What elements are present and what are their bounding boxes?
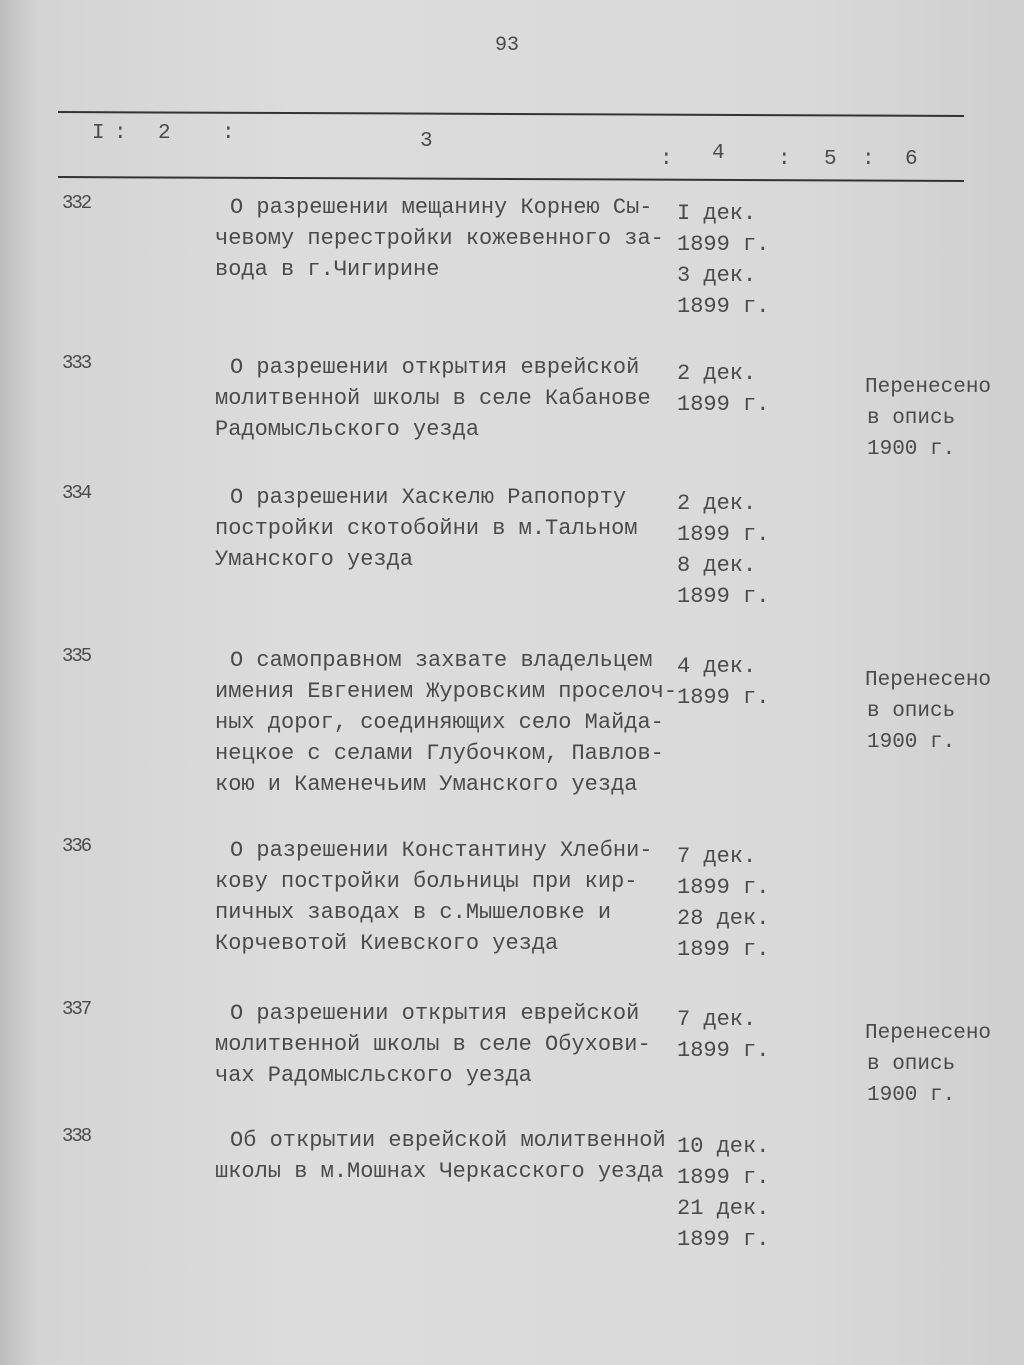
date-line: 1899 г.: [677, 875, 770, 900]
date-line: 2 дек.: [677, 491, 757, 516]
title-line: чевому перестройки кожевенного за-: [215, 226, 664, 251]
title-line: Корчевотой Киевского уезда: [215, 931, 559, 956]
note-line: в опись: [867, 1053, 956, 1076]
date-line: 8 дек.: [677, 553, 757, 578]
title-line: Радомысльского уезда: [215, 417, 480, 442]
entry-dates: [677, 198, 769, 322]
entry-dates: [677, 841, 769, 965]
title-line: чах Радомысльского уезда: [215, 1063, 532, 1088]
date-line: I дек.: [677, 201, 757, 226]
date-line: 2 дек.: [677, 361, 757, 386]
note-line: 1900 г.: [867, 438, 956, 461]
date-line: 1899 г.: [677, 392, 770, 417]
entry-title: [215, 1125, 666, 1187]
date-line: 1899 г.: [677, 294, 770, 319]
date-line: 7 дек.: [677, 844, 757, 869]
date-line: 1899 г.: [677, 1227, 770, 1252]
header-bottom-rule: [58, 176, 964, 182]
title-line: пичных заводах в с.Мышеловке и: [215, 900, 612, 925]
entry-number: 335: [62, 645, 91, 667]
date-line: 21 дек.: [677, 1196, 770, 1221]
title-line: О разрешении мещанину Корнею Сы-: [230, 195, 653, 220]
date-line: 3 дек.: [677, 263, 757, 288]
entry-number: 332: [62, 192, 91, 214]
title-line: вода в г.Чигирине: [215, 257, 440, 282]
entry-number: 334: [62, 482, 91, 504]
note-line: 1900 г.: [867, 1084, 956, 1107]
title-line: Уманского уезда: [215, 547, 414, 572]
title-line: О разрешении открытия еврейской: [230, 355, 640, 380]
date-line: 7 дек.: [677, 1007, 757, 1032]
note-line: в опись: [867, 700, 956, 723]
header-col-2: 2: [158, 122, 171, 145]
date-line: 1899 г.: [677, 522, 770, 547]
entry-note: [865, 1018, 991, 1111]
title-line: постройки скотобойни в м.Тальном: [215, 516, 638, 541]
date-line: 1899 г.: [677, 937, 770, 962]
entry-dates: [677, 488, 769, 612]
title-line: кову постройки больницы при кир-: [215, 869, 638, 894]
entry-number: 333: [62, 352, 91, 374]
entry-dates: [677, 1131, 769, 1255]
date-line: 1899 г.: [677, 584, 770, 609]
entry-title: [215, 352, 651, 445]
entry-title: [215, 998, 651, 1091]
entry-note: [865, 372, 991, 465]
entry-title: [215, 192, 664, 285]
title-line: О самоправном захвате владельцем: [230, 648, 653, 673]
entry-title: [215, 645, 677, 800]
title-line: О разрешении Хаскелю Рапопорту: [230, 485, 627, 510]
title-line: Об открытии еврейской молитвенной: [230, 1128, 666, 1153]
note-line: Перенесено: [865, 376, 992, 399]
entry-title: [215, 482, 637, 575]
note-line: 1900 г.: [867, 731, 956, 754]
entry-note: [865, 665, 991, 758]
header-col-1: I: [92, 122, 105, 145]
title-line: нецкое с селами Глубочком, Павлов-: [215, 741, 664, 766]
entry-number: 337: [62, 998, 91, 1020]
header-col-4: 4: [712, 142, 725, 165]
header-col-5: 5: [824, 148, 837, 171]
entry-dates: [677, 651, 769, 713]
entry-title: [215, 835, 652, 959]
note-line: Перенесено: [865, 1022, 992, 1045]
title-line: школы в м.Мошнах Черкасского уезда: [215, 1159, 664, 1184]
date-line: 28 дек.: [677, 906, 770, 931]
entry-dates: [677, 1004, 769, 1066]
title-line: молитвенной школы в селе Обухови-: [215, 1032, 651, 1057]
note-line: в опись: [867, 407, 956, 430]
header-col-6: 6: [905, 148, 918, 171]
header-col-3: 3: [420, 130, 433, 153]
date-line: 1899 г.: [677, 685, 770, 710]
title-line: О разрешении Константину Хлебни-: [230, 838, 653, 863]
date-line: 1899 г.: [677, 232, 770, 257]
title-line: молитвенной школы в селе Кабанове: [215, 386, 651, 411]
title-line: ных дорог, соединяющих село Майда-: [215, 710, 664, 735]
entry-dates: [677, 358, 769, 420]
header-top-rule: [58, 111, 964, 117]
date-line: 4 дек.: [677, 654, 757, 679]
entry-number: 338: [62, 1125, 91, 1147]
entry-number: 336: [62, 835, 91, 857]
page-number: 93: [495, 34, 520, 57]
date-line: 10 дек.: [677, 1134, 770, 1159]
title-line: кою и Каменечьим Уманского уезда: [215, 772, 638, 797]
note-line: Перенесено: [865, 669, 992, 692]
date-line: 1899 г.: [677, 1038, 770, 1063]
date-line: 1899 г.: [677, 1165, 770, 1190]
title-line: имения Евгением Журовским проселоч-: [215, 679, 678, 704]
title-line: О разрешении открытия еврейской: [230, 1001, 640, 1026]
